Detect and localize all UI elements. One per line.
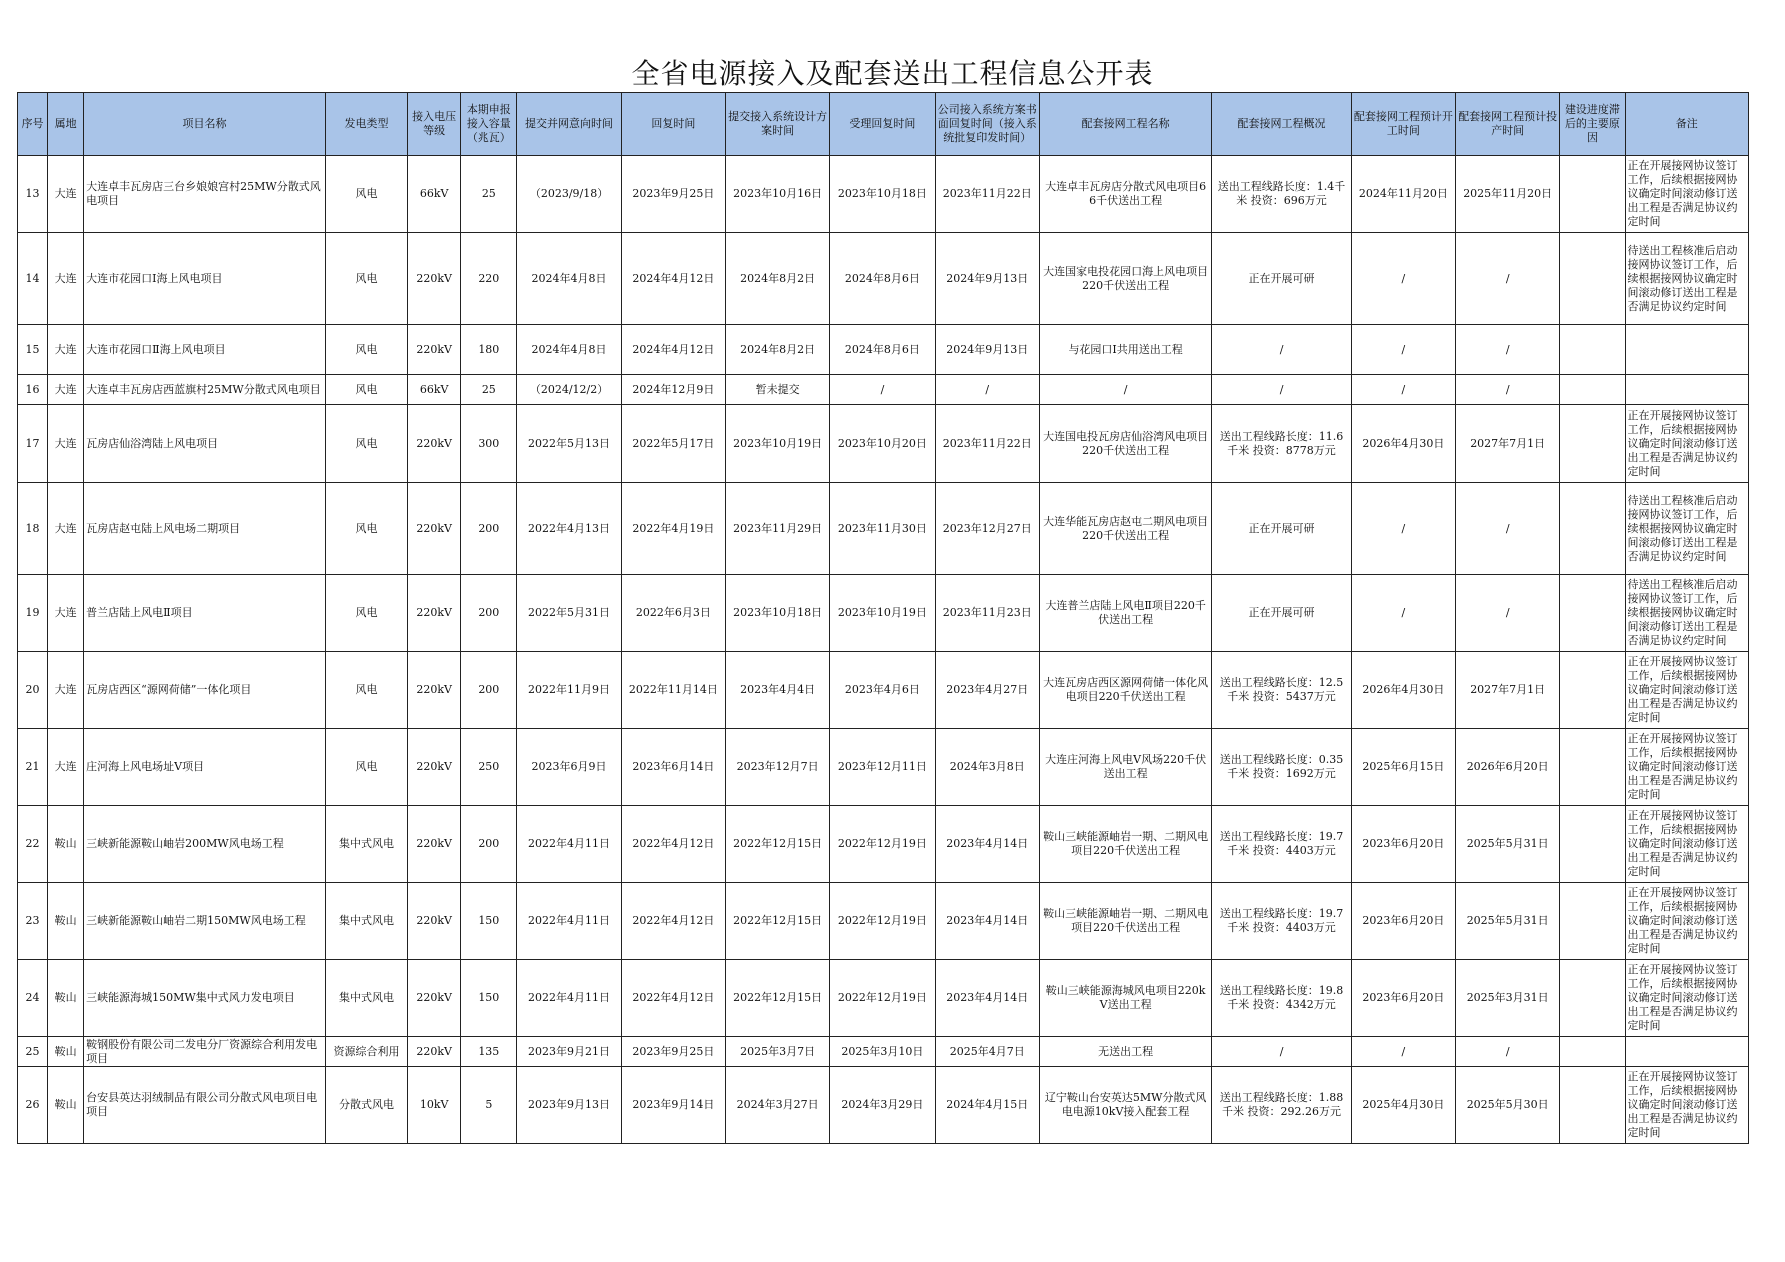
cell-project-name: 瓦房店赵屯陆上风电场二期项目	[84, 483, 326, 575]
cell-grid-overview: 送出工程线路长度：0.35千米 投资：1692万元	[1212, 729, 1351, 806]
cell-delay-reason	[1560, 156, 1625, 233]
cell-start-date: 2023年6月20日	[1351, 960, 1455, 1037]
cell-project-name: 庄河海上风电场址Ⅴ项目	[84, 729, 326, 806]
cell-approval-date: 2024年9月13日	[935, 325, 1039, 375]
cell-start-date: /	[1351, 483, 1455, 575]
cell-gen-type: 风电	[325, 405, 407, 483]
table-row	[18, 652, 1749, 729]
cell-project-name: 大连卓丰瓦房店三台乡娘娘宫村25MW分散式风电项目	[84, 156, 326, 233]
cell-reply-date: 2022年11月14日	[621, 652, 725, 729]
cell-region: 大连	[48, 729, 84, 806]
cell-voltage: 220kV	[408, 325, 461, 375]
header-voltage: 接入电压等级	[408, 93, 461, 156]
cell-region: 大连	[48, 156, 84, 233]
cell-capacity: 5	[461, 1067, 517, 1144]
cell-voltage: 220kV	[408, 405, 461, 483]
cell-grid-overview: 正在开展可研	[1212, 483, 1351, 575]
cell-reply-date: 2024年12月9日	[621, 375, 725, 405]
cell-grid-project-name: 大连国电投瓦房店仙浴湾风电项目220千伏送出工程	[1039, 405, 1211, 483]
header-design-date: 提交接入系统设计方案时间	[725, 93, 829, 156]
cell-grid-overview: 送出工程线路长度：1.4千米 投资：696万元	[1212, 156, 1351, 233]
cell-design-date: 2023年4月4日	[725, 652, 829, 729]
cell-gen-type: 风电	[325, 325, 407, 375]
cell-delay-reason	[1560, 325, 1625, 375]
cell-delay-reason	[1560, 729, 1625, 806]
cell-seq: 26	[18, 1067, 48, 1144]
cell-reply-date: 2022年4月12日	[621, 960, 725, 1037]
cell-project-name: 三峡新能源鞍山岫岩二期150MW风电场工程	[84, 883, 326, 960]
cell-grid-project-name: 鞍山三峡能源岫岩一期、二期风电项目220千伏送出工程	[1039, 806, 1211, 883]
cell-voltage: 220kV	[408, 806, 461, 883]
cell-remark: 正在开展接网协议签订工作，后续根据接网协议确定时间滚动修订送出工程是否满足协议约定时间	[1625, 960, 1748, 1037]
cell-reply-date: 2023年6月14日	[621, 729, 725, 806]
cell-start-date: 2026年4月30日	[1351, 405, 1455, 483]
cell-project-name: 瓦房店仙浴湾陆上风电项目	[84, 405, 326, 483]
cell-operation-date: 2025年5月30日	[1456, 1067, 1560, 1144]
cell-approval-date: 2023年11月23日	[935, 575, 1039, 652]
cell-design-date: 2024年8月2日	[725, 325, 829, 375]
cell-grid-project-name: 无送出工程	[1039, 1037, 1211, 1067]
cell-seq: 20	[18, 652, 48, 729]
cell-capacity: 25	[461, 375, 517, 405]
cell-accept-date: 2023年11月30日	[830, 483, 935, 575]
cell-voltage: 220kV	[408, 883, 461, 960]
cell-approval-date: 2023年12月27日	[935, 483, 1039, 575]
cell-intent-date: （2024/12/2）	[517, 375, 621, 405]
cell-remark: 正在开展接网协议签订工作，后续根据接网协议确定时间滚动修订送出工程是否满足协议约定时间	[1625, 652, 1748, 729]
cell-remark: 正在开展接网协议签订工作，后续根据接网协议确定时间滚动修订送出工程是否满足协议约定时间	[1625, 883, 1748, 960]
cell-capacity: 150	[461, 960, 517, 1037]
cell-approval-date: /	[935, 375, 1039, 405]
cell-grid-overview: 送出工程线路长度：19.7千米 投资：4403万元	[1212, 883, 1351, 960]
cell-capacity: 25	[461, 156, 517, 233]
cell-delay-reason	[1560, 1037, 1625, 1067]
cell-grid-overview: 正在开展可研	[1212, 233, 1351, 325]
cell-region: 鞍山	[48, 960, 84, 1037]
cell-project-name: 三峡能源海城150MW集中式风力发电项目	[84, 960, 326, 1037]
cell-seq: 22	[18, 806, 48, 883]
cell-gen-type: 风电	[325, 375, 407, 405]
cell-region: 鞍山	[48, 1067, 84, 1144]
header-region: 属地	[48, 93, 84, 156]
cell-voltage: 220kV	[408, 233, 461, 325]
cell-delay-reason	[1560, 575, 1625, 652]
cell-operation-date: 2025年5月31日	[1456, 883, 1560, 960]
cell-design-date: 2023年11月29日	[725, 483, 829, 575]
cell-gen-type: 风电	[325, 575, 407, 652]
cell-accept-date: 2023年10月20日	[830, 405, 935, 483]
cell-operation-date: 2027年7月1日	[1456, 652, 1560, 729]
cell-remark	[1625, 1037, 1748, 1067]
cell-remark	[1625, 325, 1748, 375]
cell-approval-date: 2023年11月22日	[935, 405, 1039, 483]
cell-start-date: /	[1351, 1037, 1455, 1067]
cell-voltage: 220kV	[408, 652, 461, 729]
cell-grid-project-name: 辽宁鞍山台安英达5MW分散式风电电源10kV接入配套工程	[1039, 1067, 1211, 1144]
cell-grid-project-name: 鞍山三峡能源海城风电项目220kV送出工程	[1039, 960, 1211, 1037]
cell-operation-date: 2027年7月1日	[1456, 405, 1560, 483]
cell-project-name: 大连市花园口Ⅱ海上风电项目	[84, 325, 326, 375]
cell-project-name: 台安县英达羽绒制品有限公司分散式风电项目电项目	[84, 1067, 326, 1144]
cell-start-date: 2026年4月30日	[1351, 652, 1455, 729]
cell-grid-project-name: 大连普兰店陆上风电Ⅱ项目220千伏送出工程	[1039, 575, 1211, 652]
cell-reply-date: 2024年4月12日	[621, 233, 725, 325]
cell-intent-date: 2024年4月8日	[517, 325, 621, 375]
header-approval-date: 公司接入系统方案书面回复时间（接入系统批复印发时间）	[935, 93, 1039, 156]
cell-accept-date: 2024年8月6日	[830, 233, 935, 325]
cell-gen-type: 分散式风电	[325, 1067, 407, 1144]
cell-voltage: 10kV	[408, 1067, 461, 1144]
cell-approval-date: 2023年4月27日	[935, 652, 1039, 729]
cell-seq: 15	[18, 325, 48, 375]
cell-project-name: 大连市花园口Ⅰ海上风电项目	[84, 233, 326, 325]
cell-project-name: 瓦房店西区“源网荷储”一体化项目	[84, 652, 326, 729]
cell-approval-date: 2023年11月22日	[935, 156, 1039, 233]
header-delay-reason: 建设进度滞后的主要原因	[1560, 93, 1625, 156]
cell-seq: 23	[18, 883, 48, 960]
cell-intent-date: 2022年5月13日	[517, 405, 621, 483]
cell-approval-date: 2024年9月13日	[935, 233, 1039, 325]
cell-design-date: 2023年12月7日	[725, 729, 829, 806]
cell-accept-date: 2022年12月19日	[830, 883, 935, 960]
cell-region: 大连	[48, 325, 84, 375]
cell-accept-date: 2023年4月6日	[830, 652, 935, 729]
cell-delay-reason	[1560, 405, 1625, 483]
cell-seq: 13	[18, 156, 48, 233]
cell-reply-date: 2024年4月12日	[621, 325, 725, 375]
cell-region: 鞍山	[48, 883, 84, 960]
header-capacity: 本期申报接入容量（兆瓦）	[461, 93, 517, 156]
header-row	[18, 93, 1749, 156]
cell-voltage: 220kV	[408, 960, 461, 1037]
cell-delay-reason	[1560, 652, 1625, 729]
cell-remark: 待送出工程核准后启动接网协议签订工作，后续根据接网协议确定时间滚动修订送出工程是否满足协议约定时间	[1625, 233, 1748, 325]
cell-design-date: 2025年3月7日	[725, 1037, 829, 1067]
header-grid-project-name: 配套接网工程名称	[1039, 93, 1211, 156]
table-row	[18, 575, 1749, 652]
cell-accept-date: 2022年12月19日	[830, 960, 935, 1037]
cell-accept-date: /	[830, 375, 935, 405]
cell-capacity: 250	[461, 729, 517, 806]
cell-grid-overview: /	[1212, 1037, 1351, 1067]
cell-voltage: 66kV	[408, 375, 461, 405]
table-row	[18, 1067, 1749, 1144]
cell-remark: 正在开展接网协议签订工作，后续根据接网协议确定时间滚动修订送出工程是否满足协议约定时间	[1625, 156, 1748, 233]
cell-seq: 16	[18, 375, 48, 405]
page-title: 全省电源接入及配套送出工程信息公开表	[631, 57, 1154, 90]
cell-design-date: 2023年10月18日	[725, 575, 829, 652]
cell-reply-date: 2022年4月12日	[621, 806, 725, 883]
cell-grid-overview: 送出工程线路长度：19.7千米 投资：4403万元	[1212, 806, 1351, 883]
cell-capacity: 180	[461, 325, 517, 375]
table-row	[18, 156, 1749, 233]
cell-gen-type: 风电	[325, 233, 407, 325]
cell-voltage: 220kV	[408, 575, 461, 652]
cell-approval-date: 2024年4月15日	[935, 1067, 1039, 1144]
cell-remark: 待送出工程核准后启动接网协议签订工作，后续根据接网协议确定时间滚动修订送出工程是否满足协议约定时间	[1625, 575, 1748, 652]
cell-grid-project-name: /	[1039, 375, 1211, 405]
header-seq: 序号	[18, 93, 48, 156]
cell-capacity: 150	[461, 883, 517, 960]
cell-operation-date: 2026年6月20日	[1456, 729, 1560, 806]
info-table	[17, 92, 1749, 1144]
cell-grid-overview: 正在开展可研	[1212, 575, 1351, 652]
cell-seq: 14	[18, 233, 48, 325]
cell-project-name: 三峡新能源鞍山岫岩200MW风电场工程	[84, 806, 326, 883]
cell-region: 大连	[48, 405, 84, 483]
cell-accept-date: 2023年10月19日	[830, 575, 935, 652]
cell-design-date: 2022年12月15日	[725, 883, 829, 960]
cell-design-date: 2024年3月27日	[725, 1067, 829, 1144]
cell-region: 大连	[48, 375, 84, 405]
cell-intent-date: 2023年9月21日	[517, 1037, 621, 1067]
cell-voltage: 220kV	[408, 1037, 461, 1067]
cell-grid-project-name: 与花园口Ⅰ共用送出工程	[1039, 325, 1211, 375]
table-row	[18, 233, 1749, 325]
cell-gen-type: 风电	[325, 156, 407, 233]
cell-accept-date: 2025年3月10日	[830, 1037, 935, 1067]
cell-gen-type: 集中式风电	[325, 806, 407, 883]
cell-intent-date: 2022年5月31日	[517, 575, 621, 652]
cell-intent-date: 2022年4月11日	[517, 806, 621, 883]
table-row	[18, 1037, 1749, 1067]
cell-gen-type: 资源综合利用	[325, 1037, 407, 1067]
cell-grid-project-name: 大连华能瓦房店赵屯二期风电项目220千伏送出工程	[1039, 483, 1211, 575]
cell-delay-reason	[1560, 883, 1625, 960]
cell-gen-type: 集中式风电	[325, 883, 407, 960]
cell-delay-reason	[1560, 960, 1625, 1037]
cell-seq: 19	[18, 575, 48, 652]
cell-seq: 25	[18, 1037, 48, 1067]
cell-voltage: 220kV	[408, 729, 461, 806]
header-accept-date: 受理回复时间	[830, 93, 935, 156]
table-row	[18, 729, 1749, 806]
cell-delay-reason	[1560, 483, 1625, 575]
cell-voltage: 220kV	[408, 483, 461, 575]
cell-capacity: 200	[461, 483, 517, 575]
cell-remark: 正在开展接网协议签订工作，后续根据接网协议确定时间滚动修订送出工程是否满足协议约定时间	[1625, 405, 1748, 483]
cell-remark: 正在开展接网协议签订工作，后续根据接网协议确定时间滚动修订送出工程是否满足协议约定时间	[1625, 729, 1748, 806]
header-gen-type: 发电类型	[325, 93, 407, 156]
cell-grid-overview: /	[1212, 375, 1351, 405]
cell-operation-date: /	[1456, 325, 1560, 375]
cell-seq: 18	[18, 483, 48, 575]
cell-accept-date: 2022年12月19日	[830, 806, 935, 883]
cell-intent-date: 2023年9月13日	[517, 1067, 621, 1144]
cell-seq: 21	[18, 729, 48, 806]
cell-start-date: /	[1351, 375, 1455, 405]
cell-project-name: 大连卓丰瓦房店西蓝旗村25MW分散式风电项目	[84, 375, 326, 405]
cell-reply-date: 2023年9月25日	[621, 1037, 725, 1067]
cell-operation-date: 2025年11月20日	[1456, 156, 1560, 233]
cell-reply-date: 2022年4月12日	[621, 883, 725, 960]
cell-grid-project-name: 大连瓦房店西区源网荷储一体化风电项目220千伏送出工程	[1039, 652, 1211, 729]
header-start-date: 配套接网工程预计开工时间	[1351, 93, 1455, 156]
cell-design-date: 2023年10月16日	[725, 156, 829, 233]
cell-grid-project-name: 大连国家电投花园口海上风电项目220千伏送出工程	[1039, 233, 1211, 325]
cell-intent-date: 2024年4月8日	[517, 233, 621, 325]
cell-operation-date: /	[1456, 483, 1560, 575]
table-row	[18, 375, 1749, 405]
cell-operation-date: /	[1456, 575, 1560, 652]
cell-approval-date: 2023年4月14日	[935, 806, 1039, 883]
cell-operation-date: /	[1456, 375, 1560, 405]
cell-seq: 24	[18, 960, 48, 1037]
cell-intent-date: （2023/9/18）	[517, 156, 621, 233]
cell-reply-date: 2023年9月25日	[621, 156, 725, 233]
cell-start-date: /	[1351, 233, 1455, 325]
table-row	[18, 806, 1749, 883]
cell-reply-date: 2022年5月17日	[621, 405, 725, 483]
cell-region: 大连	[48, 233, 84, 325]
cell-approval-date: 2023年4月14日	[935, 883, 1039, 960]
cell-approval-date: 2025年4月7日	[935, 1037, 1039, 1067]
cell-voltage: 66kV	[408, 156, 461, 233]
cell-reply-date: 2023年9月14日	[621, 1067, 725, 1144]
cell-accept-date: 2024年8月6日	[830, 325, 935, 375]
cell-reply-date: 2022年6月3日	[621, 575, 725, 652]
cell-grid-overview: 送出工程线路长度：11.6千米 投资：8778万元	[1212, 405, 1351, 483]
cell-capacity: 200	[461, 806, 517, 883]
cell-region: 大连	[48, 652, 84, 729]
cell-design-date: 2022年12月15日	[725, 960, 829, 1037]
header-reply-date: 回复时间	[621, 93, 725, 156]
cell-operation-date: /	[1456, 233, 1560, 325]
cell-capacity: 220	[461, 233, 517, 325]
cell-capacity: 300	[461, 405, 517, 483]
cell-region: 鞍山	[48, 806, 84, 883]
cell-region: 鞍山	[48, 1037, 84, 1067]
cell-accept-date: 2023年12月11日	[830, 729, 935, 806]
cell-delay-reason	[1560, 1067, 1625, 1144]
cell-start-date: 2025年4月30日	[1351, 1067, 1455, 1144]
cell-start-date: /	[1351, 325, 1455, 375]
cell-grid-project-name: 鞍山三峡能源岫岩一期、二期风电项目220千伏送出工程	[1039, 883, 1211, 960]
cell-grid-project-name: 大连庄河海上风电Ⅴ风场220千伏送出工程	[1039, 729, 1211, 806]
cell-intent-date: 2022年11月9日	[517, 652, 621, 729]
cell-project-name: 鞍钢股份有限公司二发电分厂资源综合利用发电项目	[84, 1037, 326, 1067]
cell-grid-project-name: 大连卓丰瓦房店分散式风电项目66千伏送出工程	[1039, 156, 1211, 233]
cell-gen-type: 风电	[325, 729, 407, 806]
cell-accept-date: 2024年3月29日	[830, 1067, 935, 1144]
cell-capacity: 135	[461, 1037, 517, 1067]
cell-start-date: /	[1351, 575, 1455, 652]
cell-gen-type: 集中式风电	[325, 960, 407, 1037]
cell-capacity: 200	[461, 575, 517, 652]
cell-operation-date: 2025年5月31日	[1456, 806, 1560, 883]
cell-grid-overview: 送出工程线路长度：12.5千米 投资：5437万元	[1212, 652, 1351, 729]
cell-start-date: 2025年6月15日	[1351, 729, 1455, 806]
cell-operation-date: /	[1456, 1037, 1560, 1067]
cell-remark	[1625, 375, 1748, 405]
cell-remark: 待送出工程核准后启动接网协议签订工作，后续根据接网协议确定时间滚动修订送出工程是否满足协议约定时间	[1625, 483, 1748, 575]
table-row	[18, 483, 1749, 575]
cell-gen-type: 风电	[325, 483, 407, 575]
header-operation-date: 配套接网工程预计投产时间	[1456, 93, 1560, 156]
cell-operation-date: 2025年3月31日	[1456, 960, 1560, 1037]
header-grid-overview: 配套接网工程概况	[1212, 93, 1351, 156]
cell-start-date: 2023年6月20日	[1351, 883, 1455, 960]
cell-capacity: 200	[461, 652, 517, 729]
cell-approval-date: 2024年3月8日	[935, 729, 1039, 806]
table-row	[18, 325, 1749, 375]
cell-remark: 正在开展接网协议签订工作，后续根据接网协议确定时间滚动修订送出工程是否满足协议约定时间	[1625, 806, 1748, 883]
cell-region: 大连	[48, 575, 84, 652]
header-remark: 备注	[1625, 93, 1748, 156]
table-row	[18, 405, 1749, 483]
cell-design-date: 2023年10月19日	[725, 405, 829, 483]
cell-grid-overview: /	[1212, 325, 1351, 375]
header-intent-date: 提交并网意向时间	[517, 93, 621, 156]
cell-grid-overview: 送出工程线路长度：19.8千米 投资：4342万元	[1212, 960, 1351, 1037]
cell-delay-reason	[1560, 375, 1625, 405]
cell-reply-date: 2022年4月19日	[621, 483, 725, 575]
cell-design-date: 2022年12月15日	[725, 806, 829, 883]
header-project-name: 项目名称	[84, 93, 326, 156]
cell-design-date: 2024年8月2日	[725, 233, 829, 325]
cell-remark: 正在开展接网协议签订工作，后续根据接网协议确定时间滚动修订送出工程是否满足协议约定时间	[1625, 1067, 1748, 1144]
cell-region: 大连	[48, 483, 84, 575]
cell-delay-reason	[1560, 233, 1625, 325]
table-row	[18, 960, 1749, 1037]
cell-delay-reason	[1560, 806, 1625, 883]
cell-intent-date: 2022年4月13日	[517, 483, 621, 575]
cell-approval-date: 2023年4月14日	[935, 960, 1039, 1037]
cell-intent-date: 2022年4月11日	[517, 883, 621, 960]
cell-seq: 17	[18, 405, 48, 483]
table-row	[18, 883, 1749, 960]
cell-start-date: 2024年11月20日	[1351, 156, 1455, 233]
cell-gen-type: 风电	[325, 652, 407, 729]
cell-grid-overview: 送出工程线路长度：1.88千米 投资：292.26万元	[1212, 1067, 1351, 1144]
cell-intent-date: 2022年4月11日	[517, 960, 621, 1037]
cell-start-date: 2023年6月20日	[1351, 806, 1455, 883]
cell-accept-date: 2023年10月18日	[830, 156, 935, 233]
cell-design-date: 暂未提交	[725, 375, 829, 405]
cell-project-name: 普兰店陆上风电Ⅱ项目	[84, 575, 326, 652]
cell-intent-date: 2023年6月9日	[517, 729, 621, 806]
